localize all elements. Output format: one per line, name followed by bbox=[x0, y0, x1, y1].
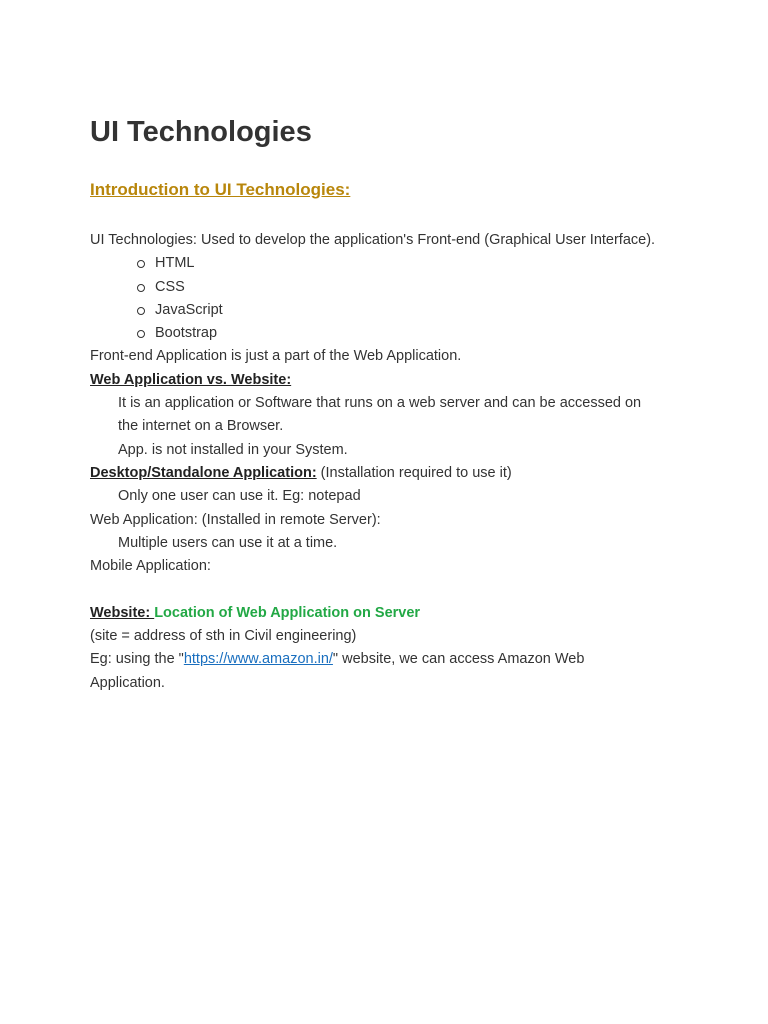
web-vs-website-line-1: It is an application or Software that runs on a web server and can be accessed on bbox=[118, 395, 642, 412]
web-vs-website-line-3: App. is not installed in your System. bbox=[118, 441, 348, 458]
desktop-heading bbox=[90, 462, 690, 485]
web-vs-website-heading bbox=[90, 369, 690, 392]
desktop-label: Desktop/Standalone Application: bbox=[90, 464, 317, 481]
list-item-label: Bootstrap bbox=[155, 325, 218, 342]
document-body bbox=[90, 229, 690, 695]
hollow-bullet-icon bbox=[137, 330, 145, 338]
hollow-bullet-icon bbox=[137, 260, 145, 268]
list-item bbox=[90, 322, 690, 345]
mobile-heading: Mobile Application: bbox=[90, 558, 211, 575]
list-item-label: CSS bbox=[155, 278, 185, 295]
technology-list bbox=[90, 252, 690, 345]
webapp-heading: Web Application: (Installed in remote Server): bbox=[90, 511, 381, 528]
website-heading bbox=[90, 602, 690, 625]
website-example bbox=[90, 648, 690, 671]
web-vs-website-line-2: the internet on a Browser. bbox=[118, 418, 284, 435]
desktop-detail: Only one user can use it. Eg: notepad bbox=[118, 488, 361, 505]
list-item bbox=[90, 299, 690, 322]
hollow-bullet-icon bbox=[137, 307, 145, 315]
desktop-note: (Installation required to use it) bbox=[316, 464, 512, 481]
list-item bbox=[90, 276, 690, 299]
website-definition: Location of Web Application on Server bbox=[154, 604, 421, 621]
page-title: UI Technologies bbox=[90, 116, 312, 148]
list-item bbox=[90, 252, 690, 275]
list-item-label: HTML bbox=[155, 255, 195, 272]
site-note: (site = address of sth in Civil engineering) bbox=[90, 628, 357, 645]
list-item-label: JavaScript bbox=[155, 301, 223, 318]
hollow-bullet-icon bbox=[137, 284, 145, 292]
blank-line bbox=[90, 578, 690, 601]
example-suffix: " website, we can access Amazon Web bbox=[332, 651, 585, 668]
website-label: Website: bbox=[90, 604, 155, 621]
webapp-detail: Multiple users can use it at a time. bbox=[118, 534, 338, 551]
website-example-end: Application. bbox=[90, 674, 165, 691]
frontend-note: Front-end Application is just a part of the Web Application. bbox=[90, 348, 462, 365]
section-heading: Introduction to UI Technologies: bbox=[90, 180, 351, 199]
web-vs-website-label: Web Application vs. Website: bbox=[90, 371, 292, 388]
amazon-link[interactable]: https://www.amazon.in/ bbox=[183, 651, 333, 668]
intro-text: UI Technologies: Used to develop the application's Front-end (Graphical User Interface). bbox=[90, 232, 656, 248]
example-prefix: Eg: using the " bbox=[90, 651, 184, 668]
